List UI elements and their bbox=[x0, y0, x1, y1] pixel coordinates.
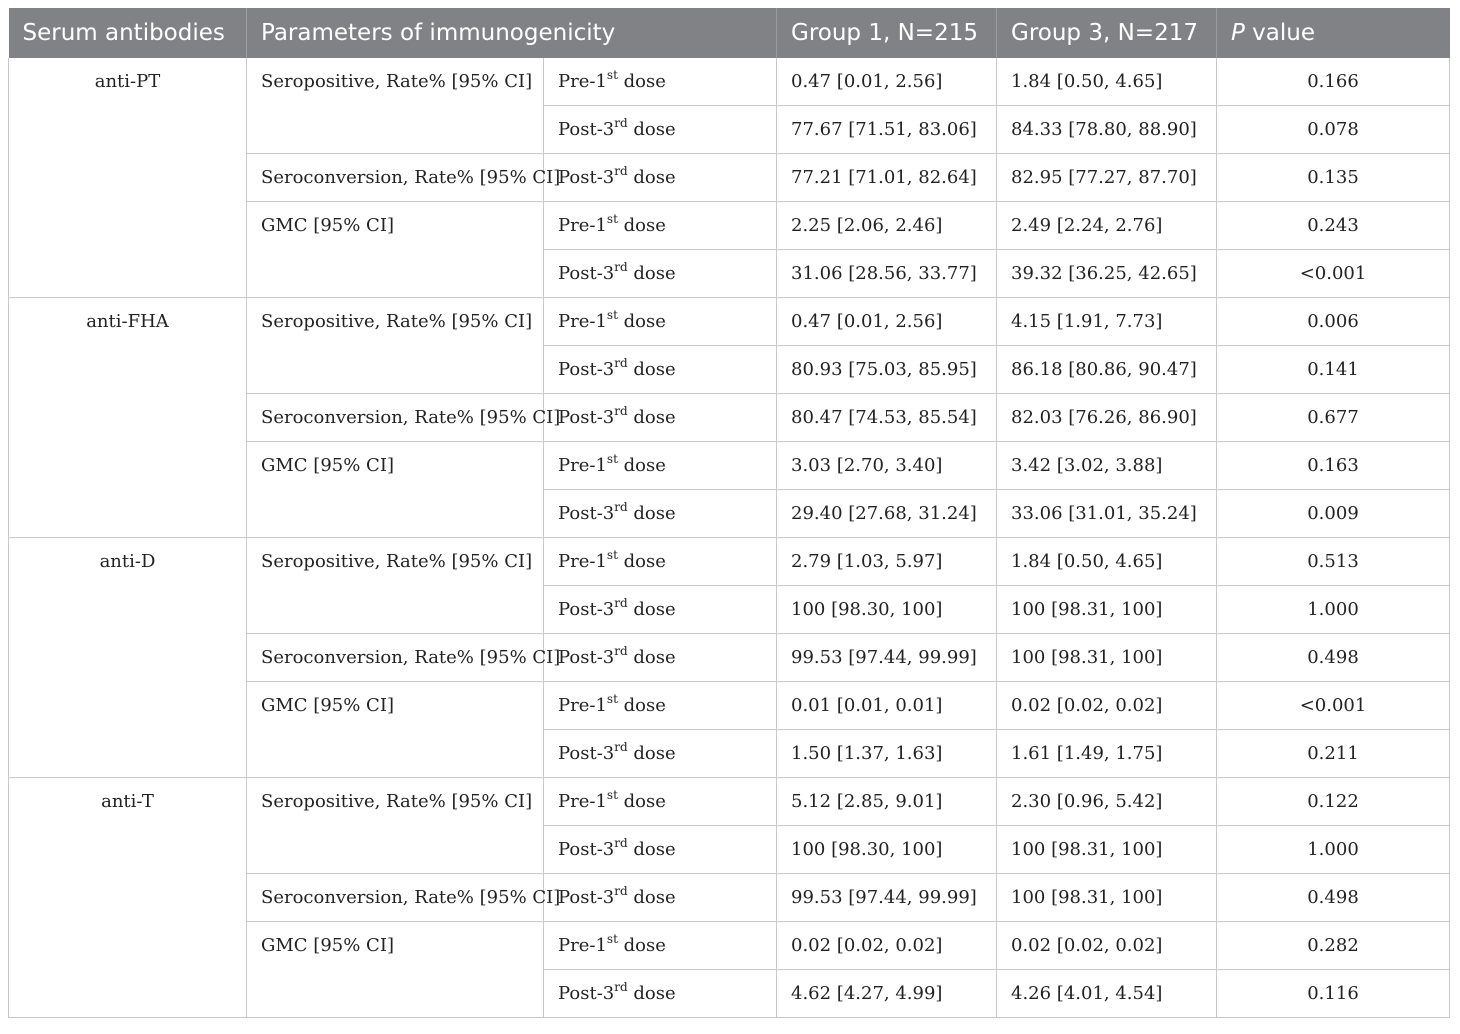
table-row bbox=[9, 874, 1450, 922]
p-value-cell: 0.243 bbox=[1217, 202, 1450, 250]
timing-suffix: dose bbox=[627, 647, 676, 668]
group-3-cell: 33.06 [31.01, 35.24] bbox=[997, 490, 1217, 538]
antibody-cell bbox=[9, 874, 247, 922]
parameter-cell: Seropositive, Rate% [95% CI] bbox=[247, 778, 544, 826]
group-1-cell: 100 [98.30, 100] bbox=[777, 586, 997, 634]
timing-prefix: Pre-1 bbox=[558, 791, 607, 812]
table-row bbox=[9, 346, 1450, 394]
timing-prefix: Post-3 bbox=[558, 503, 615, 524]
header-parameters: Parameters of immunogenicity bbox=[247, 8, 777, 58]
table-row bbox=[9, 250, 1450, 298]
p-value-cell: 0.006 bbox=[1217, 298, 1450, 346]
parameter-cell bbox=[247, 250, 544, 298]
group-1-cell: 0.47 [0.01, 2.56] bbox=[777, 58, 997, 106]
timing-ordinal: rd bbox=[614, 260, 628, 274]
immunogenicity-table bbox=[8, 8, 1450, 1018]
antibody-cell bbox=[9, 442, 247, 490]
group-3-cell: 0.02 [0.02, 0.02] bbox=[997, 922, 1217, 970]
parameter-cell bbox=[247, 346, 544, 394]
timing-cell bbox=[544, 730, 777, 778]
timing-prefix: Pre-1 bbox=[558, 551, 607, 572]
timing-prefix: Pre-1 bbox=[558, 215, 607, 236]
group-1-cell: 4.62 [4.27, 4.99] bbox=[777, 970, 997, 1018]
timing-suffix: dose bbox=[627, 743, 676, 764]
group-1-cell: 0.02 [0.02, 0.02] bbox=[777, 922, 997, 970]
antibody-cell bbox=[9, 250, 247, 298]
group-1-cell: 3.03 [2.70, 3.40] bbox=[777, 442, 997, 490]
timing-suffix: dose bbox=[617, 71, 666, 92]
header-row bbox=[9, 8, 1450, 58]
table-row bbox=[9, 826, 1450, 874]
timing-suffix: dose bbox=[617, 791, 666, 812]
table-body bbox=[9, 58, 1450, 1018]
parameter-cell: Seroconversion, Rate% [95% CI] bbox=[247, 634, 544, 682]
table-header bbox=[9, 8, 1450, 58]
parameter-cell: Seropositive, Rate% [95% CI] bbox=[247, 298, 544, 346]
timing-cell bbox=[544, 586, 777, 634]
table-row bbox=[9, 298, 1450, 346]
timing-suffix: dose bbox=[627, 359, 676, 380]
p-value-cell: 0.498 bbox=[1217, 634, 1450, 682]
p-value-cell: <0.001 bbox=[1217, 682, 1450, 730]
group-1-cell: 29.40 [27.68, 31.24] bbox=[777, 490, 997, 538]
group-3-cell: 86.18 [80.86, 90.47] bbox=[997, 346, 1217, 394]
antibody-cell bbox=[9, 106, 247, 154]
timing-cell bbox=[544, 298, 777, 346]
timing-suffix: dose bbox=[627, 119, 676, 140]
parameter-cell: Seroconversion, Rate% [95% CI] bbox=[247, 874, 544, 922]
timing-prefix: Post-3 bbox=[558, 119, 615, 140]
group-3-cell: 100 [98.31, 100] bbox=[997, 586, 1217, 634]
timing-ordinal: st bbox=[606, 692, 618, 706]
parameter-cell: Seropositive, Rate% [95% CI] bbox=[247, 538, 544, 586]
parameter-cell bbox=[247, 586, 544, 634]
table-row bbox=[9, 682, 1450, 730]
table-row bbox=[9, 106, 1450, 154]
antibody-cell: anti-FHA bbox=[9, 298, 247, 346]
timing-prefix: Post-3 bbox=[558, 407, 615, 428]
group-3-cell: 100 [98.31, 100] bbox=[997, 634, 1217, 682]
timing-ordinal: st bbox=[606, 932, 618, 946]
table-row bbox=[9, 490, 1450, 538]
timing-cell bbox=[544, 970, 777, 1018]
group-1-cell: 0.47 [0.01, 2.56] bbox=[777, 298, 997, 346]
timing-cell bbox=[544, 58, 777, 106]
timing-suffix: dose bbox=[617, 695, 666, 716]
timing-ordinal: st bbox=[606, 788, 618, 802]
timing-ordinal: rd bbox=[614, 116, 628, 130]
parameter-cell: GMC [95% CI] bbox=[247, 202, 544, 250]
group-3-cell: 100 [98.31, 100] bbox=[997, 874, 1217, 922]
timing-prefix: Post-3 bbox=[558, 359, 615, 380]
antibody-cell bbox=[9, 346, 247, 394]
timing-cell bbox=[544, 874, 777, 922]
timing-suffix: dose bbox=[617, 551, 666, 572]
timing-prefix: Pre-1 bbox=[558, 455, 607, 476]
timing-cell bbox=[544, 346, 777, 394]
timing-cell bbox=[544, 394, 777, 442]
timing-prefix: Pre-1 bbox=[558, 71, 607, 92]
timing-prefix: Pre-1 bbox=[558, 935, 607, 956]
timing-ordinal: rd bbox=[614, 164, 628, 178]
timing-prefix: Post-3 bbox=[558, 887, 615, 908]
timing-cell bbox=[544, 826, 777, 874]
p-value-cell: 0.211 bbox=[1217, 730, 1450, 778]
antibody-cell bbox=[9, 202, 247, 250]
table-row bbox=[9, 442, 1450, 490]
p-value-cell: 1.000 bbox=[1217, 826, 1450, 874]
timing-cell bbox=[544, 202, 777, 250]
group-3-cell: 100 [98.31, 100] bbox=[997, 826, 1217, 874]
timing-ordinal: rd bbox=[614, 836, 628, 850]
table-row bbox=[9, 538, 1450, 586]
group-3-cell: 4.15 [1.91, 7.73] bbox=[997, 298, 1217, 346]
timing-cell bbox=[544, 538, 777, 586]
timing-ordinal: rd bbox=[614, 644, 628, 658]
timing-cell bbox=[544, 778, 777, 826]
timing-suffix: dose bbox=[627, 599, 676, 620]
table-row bbox=[9, 394, 1450, 442]
p-value-cell: 0.498 bbox=[1217, 874, 1450, 922]
antibody-cell: anti-T bbox=[9, 778, 247, 826]
p-value-cell: 0.122 bbox=[1217, 778, 1450, 826]
group-3-cell: 82.03 [76.26, 86.90] bbox=[997, 394, 1217, 442]
timing-suffix: dose bbox=[617, 215, 666, 236]
timing-prefix: Post-3 bbox=[558, 983, 615, 1004]
header-serum-antibodies: Serum antibodies bbox=[9, 8, 247, 58]
table-row bbox=[9, 730, 1450, 778]
timing-prefix: Pre-1 bbox=[558, 695, 607, 716]
parameter-cell: GMC [95% CI] bbox=[247, 682, 544, 730]
p-value-cell: <0.001 bbox=[1217, 250, 1450, 298]
parameter-cell: Seroconversion, Rate% [95% CI] bbox=[247, 154, 544, 202]
group-1-cell: 1.50 [1.37, 1.63] bbox=[777, 730, 997, 778]
group-1-cell: 2.79 [1.03, 5.97] bbox=[777, 538, 997, 586]
timing-ordinal: rd bbox=[614, 740, 628, 754]
p-value-cell: 0.116 bbox=[1217, 970, 1450, 1018]
header-p-italic: P bbox=[1231, 20, 1245, 46]
group-3-cell: 82.95 [77.27, 87.70] bbox=[997, 154, 1217, 202]
header-group-3: Group 3, N=217 bbox=[997, 8, 1217, 58]
timing-ordinal: st bbox=[606, 548, 618, 562]
antibody-cell: anti-PT bbox=[9, 58, 247, 106]
table-row bbox=[9, 970, 1450, 1018]
group-3-cell: 1.84 [0.50, 4.65] bbox=[997, 58, 1217, 106]
p-value-cell: 0.282 bbox=[1217, 922, 1450, 970]
p-value-cell: 0.677 bbox=[1217, 394, 1450, 442]
timing-ordinal: rd bbox=[614, 884, 628, 898]
group-3-cell: 39.32 [36.25, 42.65] bbox=[997, 250, 1217, 298]
table-row bbox=[9, 922, 1450, 970]
group-3-cell: 3.42 [3.02, 3.88] bbox=[997, 442, 1217, 490]
parameter-cell: GMC [95% CI] bbox=[247, 442, 544, 490]
group-3-cell: 2.49 [2.24, 2.76] bbox=[997, 202, 1217, 250]
antibody-cell bbox=[9, 154, 247, 202]
antibody-cell bbox=[9, 922, 247, 970]
timing-prefix: Post-3 bbox=[558, 599, 615, 620]
parameter-cell: Seroconversion, Rate% [95% CI] bbox=[247, 394, 544, 442]
timing-cell bbox=[544, 106, 777, 154]
p-value-cell: 0.513 bbox=[1217, 538, 1450, 586]
group-1-cell: 80.47 [74.53, 85.54] bbox=[777, 394, 997, 442]
group-1-cell: 77.67 [71.51, 83.06] bbox=[777, 106, 997, 154]
group-1-cell: 80.93 [75.03, 85.95] bbox=[777, 346, 997, 394]
group-1-cell: 0.01 [0.01, 0.01] bbox=[777, 682, 997, 730]
table-row bbox=[9, 58, 1450, 106]
header-p-value bbox=[1217, 8, 1450, 58]
timing-suffix: dose bbox=[617, 935, 666, 956]
antibody-cell bbox=[9, 826, 247, 874]
timing-suffix: dose bbox=[627, 263, 676, 284]
group-1-cell: 99.53 [97.44, 99.99] bbox=[777, 874, 997, 922]
p-value-cell: 0.078 bbox=[1217, 106, 1450, 154]
timing-cell bbox=[544, 634, 777, 682]
timing-suffix: dose bbox=[627, 887, 676, 908]
p-value-cell: 0.163 bbox=[1217, 442, 1450, 490]
parameter-cell bbox=[247, 826, 544, 874]
group-1-cell: 77.21 [71.01, 82.64] bbox=[777, 154, 997, 202]
group-3-cell: 1.84 [0.50, 4.65] bbox=[997, 538, 1217, 586]
group-3-cell: 1.61 [1.49, 1.75] bbox=[997, 730, 1217, 778]
antibody-cell bbox=[9, 394, 247, 442]
antibody-cell bbox=[9, 730, 247, 778]
group-1-cell: 5.12 [2.85, 9.01] bbox=[777, 778, 997, 826]
parameter-cell bbox=[247, 970, 544, 1018]
group-1-cell: 100 [98.30, 100] bbox=[777, 826, 997, 874]
group-1-cell: 2.25 [2.06, 2.46] bbox=[777, 202, 997, 250]
timing-cell bbox=[544, 682, 777, 730]
header-p-rest: value bbox=[1244, 20, 1316, 46]
timing-cell bbox=[544, 490, 777, 538]
timing-ordinal: rd bbox=[614, 500, 628, 514]
timing-cell bbox=[544, 250, 777, 298]
timing-ordinal: rd bbox=[614, 596, 628, 610]
parameter-cell bbox=[247, 490, 544, 538]
timing-prefix: Post-3 bbox=[558, 647, 615, 668]
timing-ordinal: st bbox=[606, 308, 618, 322]
timing-ordinal: st bbox=[606, 212, 618, 226]
timing-prefix: Post-3 bbox=[558, 743, 615, 764]
table-row bbox=[9, 202, 1450, 250]
p-value-cell: 0.166 bbox=[1217, 58, 1450, 106]
antibody-cell bbox=[9, 586, 247, 634]
group-1-cell: 31.06 [28.56, 33.77] bbox=[777, 250, 997, 298]
timing-prefix: Post-3 bbox=[558, 839, 615, 860]
group-3-cell: 84.33 [78.80, 88.90] bbox=[997, 106, 1217, 154]
group-1-cell: 99.53 [97.44, 99.99] bbox=[777, 634, 997, 682]
p-value-cell: 0.135 bbox=[1217, 154, 1450, 202]
parameter-cell bbox=[247, 106, 544, 154]
timing-cell bbox=[544, 154, 777, 202]
parameter-cell: GMC [95% CI] bbox=[247, 922, 544, 970]
timing-cell bbox=[544, 922, 777, 970]
table-row bbox=[9, 586, 1450, 634]
p-value-cell: 0.141 bbox=[1217, 346, 1450, 394]
timing-ordinal: rd bbox=[614, 404, 628, 418]
p-value-cell: 0.009 bbox=[1217, 490, 1450, 538]
antibody-cell bbox=[9, 682, 247, 730]
p-value-cell: 1.000 bbox=[1217, 586, 1450, 634]
timing-suffix: dose bbox=[627, 407, 676, 428]
antibody-cell bbox=[9, 970, 247, 1018]
timing-suffix: dose bbox=[617, 455, 666, 476]
timing-suffix: dose bbox=[627, 839, 676, 860]
header-group-1: Group 1, N=215 bbox=[777, 8, 997, 58]
timing-cell bbox=[544, 442, 777, 490]
group-3-cell: 0.02 [0.02, 0.02] bbox=[997, 682, 1217, 730]
timing-suffix: dose bbox=[627, 983, 676, 1004]
timing-ordinal: rd bbox=[614, 980, 628, 994]
parameter-cell: Seropositive, Rate% [95% CI] bbox=[247, 58, 544, 106]
table-row bbox=[9, 778, 1450, 826]
antibody-cell bbox=[9, 490, 247, 538]
parameter-cell bbox=[247, 730, 544, 778]
timing-suffix: dose bbox=[617, 311, 666, 332]
table-row bbox=[9, 634, 1450, 682]
group-3-cell: 2.30 [0.96, 5.42] bbox=[997, 778, 1217, 826]
table-row bbox=[9, 154, 1450, 202]
timing-ordinal: st bbox=[606, 452, 618, 466]
timing-suffix: dose bbox=[627, 503, 676, 524]
group-3-cell: 4.26 [4.01, 4.54] bbox=[997, 970, 1217, 1018]
timing-prefix: Post-3 bbox=[558, 167, 615, 188]
timing-ordinal: rd bbox=[614, 356, 628, 370]
antibody-cell bbox=[9, 634, 247, 682]
antibody-cell: anti-D bbox=[9, 538, 247, 586]
timing-prefix: Pre-1 bbox=[558, 311, 607, 332]
timing-prefix: Post-3 bbox=[558, 263, 615, 284]
timing-ordinal: st bbox=[606, 68, 618, 82]
timing-suffix: dose bbox=[627, 167, 676, 188]
